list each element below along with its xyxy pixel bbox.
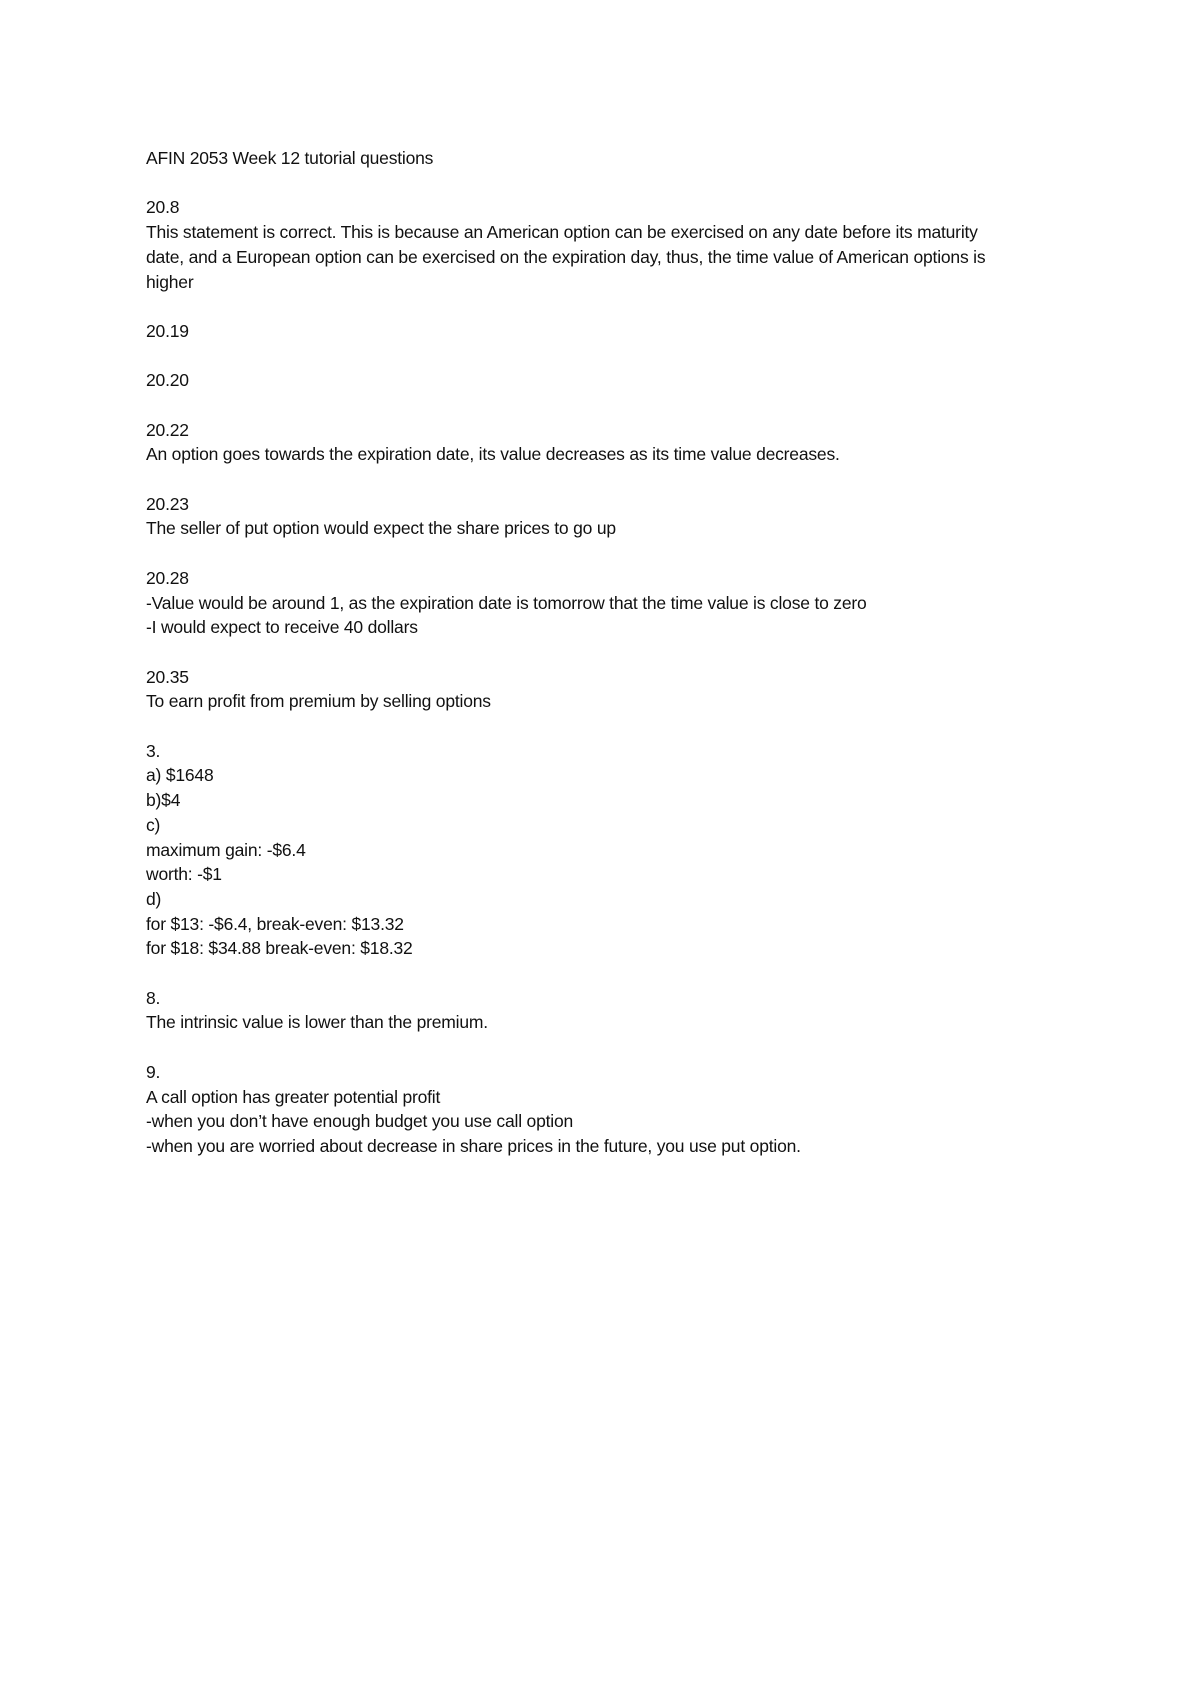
answer-20-23: The seller of put option would expect the share prices to go up (146, 518, 616, 539)
answer-9-line-1: A call option has greater potential profit (146, 1086, 441, 1107)
question-number-20-35: 20.35 (146, 666, 189, 687)
spacer (146, 467, 1086, 492)
spacer (146, 1035, 1086, 1060)
question-number-9: 9. (146, 1061, 161, 1082)
question-number-8: 8. (146, 987, 161, 1008)
spacer (146, 393, 1086, 418)
spacer (146, 294, 1086, 319)
answer-20-35: To earn profit from premium by selling options (146, 691, 491, 712)
spacer (146, 961, 1086, 986)
document-title: AFIN 2053 Week 12 tutorial questions (146, 148, 434, 168)
answer-3-d-13: for $13: -$6.4, break-even: $13.32 (146, 913, 404, 934)
answer-3-d: d) (146, 888, 162, 909)
answer-20-28-line-1: -Value would be around 1, as the expiration date is tomorrow that the time value is close to zero (146, 592, 867, 613)
question-number-3: 3. (146, 740, 161, 761)
question-number-20-8: 20.8 (146, 197, 180, 218)
question-number-20-22: 20.22 (146, 419, 189, 440)
question-number-20-20: 20.20 (146, 370, 189, 391)
answer-3-c: c) (146, 814, 161, 835)
answer-20-22: An option goes towards the expiration date, its value decreases as its time value decreases. (146, 444, 840, 465)
answer-20-28-line-2: -I would expect to receive 40 dollars (146, 617, 418, 638)
answer-3-d-18: for $18: $34.88 break-even: $18.32 (146, 938, 413, 959)
question-number-20-19: 20.19 (146, 320, 189, 341)
document-body (146, 146, 1086, 1159)
answer-9-line-3: -when you are worried about decrease in share prices in the future, you use put option. (146, 1135, 801, 1156)
spacer (146, 344, 1086, 369)
answer-9-line-2: -when you don’t have enough budget you use call option (146, 1111, 574, 1132)
spacer (146, 714, 1086, 739)
question-number-20-23: 20.23 (146, 493, 189, 514)
answer-3-c-gain: maximum gain: -$6.4 (146, 839, 306, 860)
spacer (146, 541, 1086, 566)
answer-20-8-line-1: This statement is correct. This is because an American option can be exercised on any date before its maturity (146, 222, 978, 243)
spacer (146, 171, 1086, 196)
answer-20-8-line-3: higher (146, 271, 194, 292)
answer-3-c-worth: worth: -$1 (146, 864, 222, 885)
spacer (146, 640, 1086, 665)
question-number-20-28: 20.28 (146, 567, 189, 588)
answer-20-8-line-2: date, and a European option can be exercised on the expiration day, thus, the time value of American options is (146, 246, 986, 267)
answer-3-a: a) $1648 (146, 765, 214, 786)
answer-8: The intrinsic value is lower than the premium. (146, 1012, 488, 1033)
answer-3-b: b)$4 (146, 790, 181, 811)
